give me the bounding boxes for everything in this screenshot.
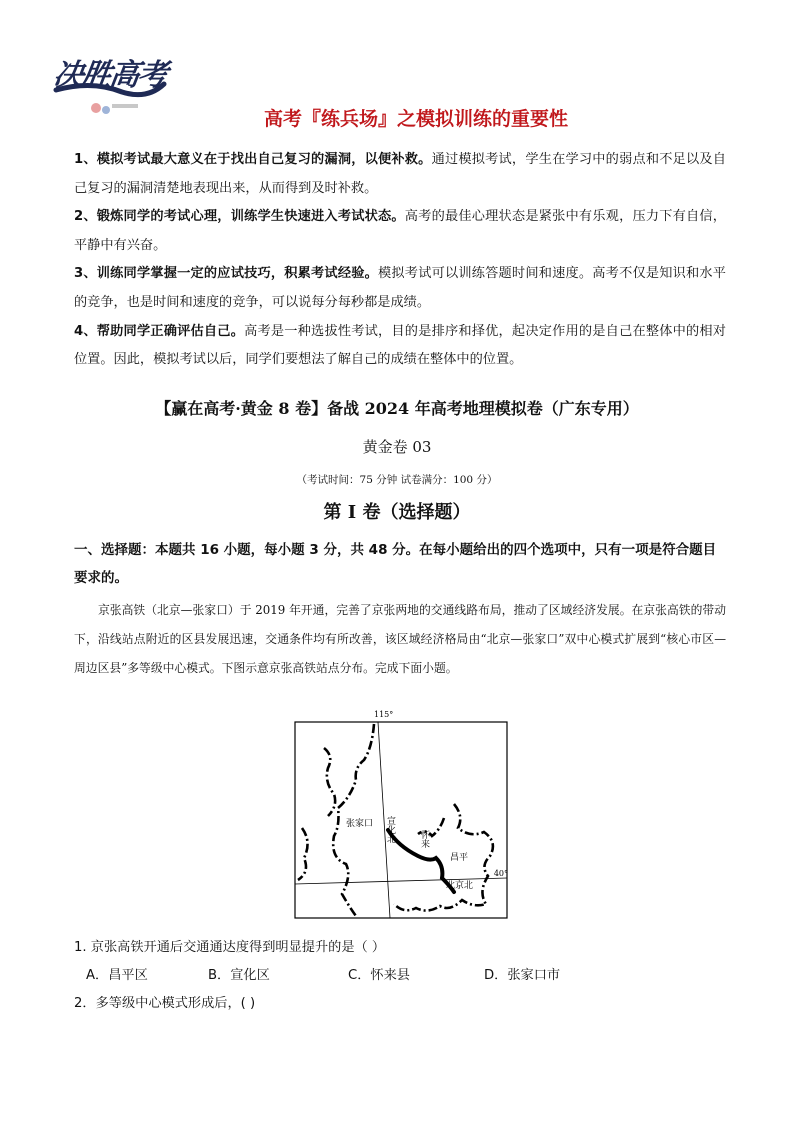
banner-title: 高考『练兵场』之模拟训练的重要性 — [263, 108, 568, 130]
option-d[interactable]: D．张家口市 — [484, 968, 561, 983]
intro-point-heading: 2、锻炼同学的考试心理，训练学生快速进入考试状态。 — [74, 209, 405, 225]
intro-point-heading: 1、模拟考试最大意义在于找出自己复习的漏洞，以便补救。 — [74, 152, 432, 167]
intro-point-heading: 3、训练同学掌握一定的应试技巧，积累考试经验。 — [74, 266, 379, 282]
option-c[interactable]: C．怀来县 — [348, 968, 410, 983]
option-a[interactable]: A．昌平区 — [86, 968, 148, 983]
intro-section — [74, 146, 726, 375]
exam-title: 【赢在高考·黄金 8 卷】备战 2024 年高考地理模拟卷（广东专用） — [155, 399, 639, 418]
intro-paragraph — [74, 260, 726, 317]
part-title: 第 I 卷（选择题） — [323, 502, 471, 523]
logo-text: 决胜高考 — [51, 58, 168, 93]
exam-subtitle: 黄金卷 03 — [362, 438, 432, 456]
section-heading: 一、选择题：本题共 16 小题，每小题 3 分，共 48 分。在每小题给出的四个选项中，只有一项是符合题目要求的。 — [74, 542, 717, 586]
intro-paragraph — [74, 203, 726, 260]
option-b[interactable]: B．宣化区 — [208, 968, 270, 983]
question-1: 1. 京张高铁开通后交通通达度得到明显提升的是（ ） — [74, 940, 386, 955]
exam-meta: （考试时间：75 分钟 试卷满分：100 分） — [296, 474, 498, 486]
intro-paragraph — [74, 146, 726, 203]
longitude-label: 115° — [374, 710, 394, 719]
intro-point-text: 模拟考试可以训练答题时间和速度。高考不仅是知识和水平的竞争，也是时间和速度的竞争，可以说每分每秒都是成绩。 — [74, 266, 726, 310]
station-label: 怀来 — [419, 830, 429, 848]
intro-point-text: 高考的最佳心理状态是紧张中有乐观，压力下有自信，平静中有兴奋。 — [74, 209, 726, 253]
question-2: 2．多等级中心模式形成后，( ) — [74, 996, 256, 1011]
intro-point-heading: 4、帮助同学正确评估自己。 — [74, 323, 245, 339]
railway-map — [294, 708, 508, 920]
station-label: 张家口 — [346, 819, 374, 829]
station-label: 北京北 — [446, 881, 474, 891]
intro-point-text: 高考是一种选拔性考试，目的是排序和择优，起决定作用的是自己在整体中的相对位置。因此，模拟考试以后，同学们要想法了解自己的成绩在整体中的位置。 — [74, 323, 726, 368]
passage: 京张高铁（北京—张家口）于 2019 年开通，完善了京张两地的交通线路布局，推动了区域经济发展。在京张高铁的带动下，沿线站点附近的区县发展迅速，交通条件均有所改善，该区域经济格局由“北京—张家口”双中心模式扩展到“核心市区—周边区县”多等级中心模式。下图示意京张高铁站点分布。完成下面小题。 — [74, 603, 726, 675]
intro-point-text: 通过模拟考试，学生在学习中的弱点和不足以及自己复习的漏洞清楚地表现出来，从而得到及时补救。 — [74, 152, 726, 196]
latitude-label: 40° — [493, 869, 508, 878]
station-label: 宣化北 — [385, 816, 395, 843]
intro-paragraph — [74, 318, 726, 375]
station-label: 昌平 — [450, 853, 469, 863]
